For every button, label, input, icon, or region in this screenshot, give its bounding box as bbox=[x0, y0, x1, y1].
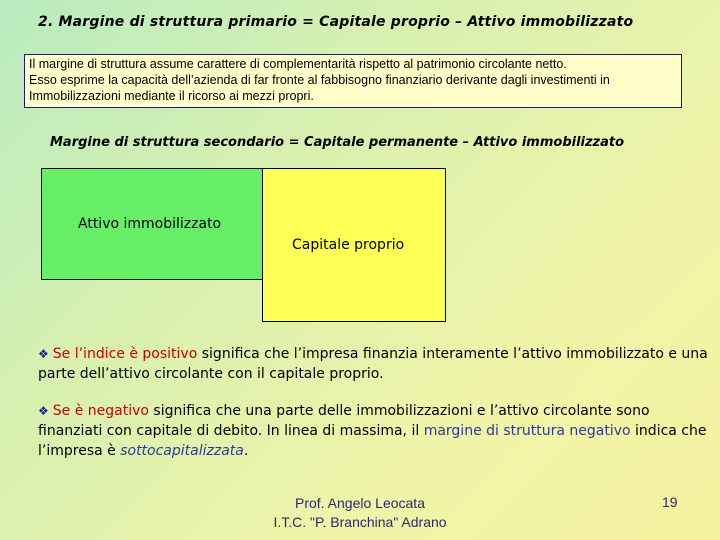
negative-highlight: Se è negativo bbox=[52, 403, 149, 419]
capitale-proprio-label: Capitale proprio bbox=[292, 237, 405, 253]
slide-title-secondary: Margine di struttura secondario = Capitale permanente – Attivo immobilizzato bbox=[50, 135, 625, 150]
negative-text-2: indica che l’impresa è bbox=[38, 423, 707, 459]
footer-author bbox=[260, 494, 460, 532]
diamond-bullet-icon: ❖ bbox=[38, 347, 49, 361]
info-line: Immobilizzazioni mediante il ricorso ai mezzi propri. bbox=[29, 89, 314, 103]
slide-title-primary: 2. Margine di struttura primario = Capitale proprio – Attivo immobilizzato bbox=[38, 14, 634, 30]
page-number: 19 bbox=[662, 494, 678, 510]
positive-text: significa che l’impresa finanzia interamente l’attivo immobilizzato e una parte dell’attivo circolante con il capitale proprio. bbox=[38, 346, 708, 382]
capitale-proprio-box bbox=[262, 168, 446, 322]
info-line: Il margine di struttura assume carattere di complementarità rispetto al patrimonio circolante netto. bbox=[29, 57, 567, 71]
negative-margin-term: margine di struttura negativo bbox=[423, 423, 631, 439]
negative-end: . bbox=[243, 443, 249, 459]
bullet-negative bbox=[38, 401, 708, 461]
footer-line: I.T.C. "P. Branchina" Adrano bbox=[273, 514, 447, 530]
attivo-immobilizzato-box bbox=[41, 168, 265, 280]
diamond-bullet-icon: ❖ bbox=[38, 404, 49, 418]
attivo-immobilizzato-label: Attivo immobilizzato bbox=[78, 216, 222, 232]
positive-highlight: Se l’indice è positivo bbox=[52, 346, 198, 362]
negative-text: significa che una parte delle immobilizzazioni e l’attivo circolante sono finanziati con capitale di debito. In linea di massima, il bbox=[38, 403, 650, 439]
info-line: Esso esprime la capacità dell’azienda di far fronte al fabbisogno finanziario derivante dagli investimenti in bbox=[29, 73, 610, 87]
footer-line: Prof. Angelo Leocata bbox=[295, 495, 425, 511]
bullet-positive bbox=[38, 344, 708, 384]
sottocapitalizzata-term: sottocapitalizzata bbox=[120, 443, 244, 459]
info-box bbox=[24, 54, 682, 108]
